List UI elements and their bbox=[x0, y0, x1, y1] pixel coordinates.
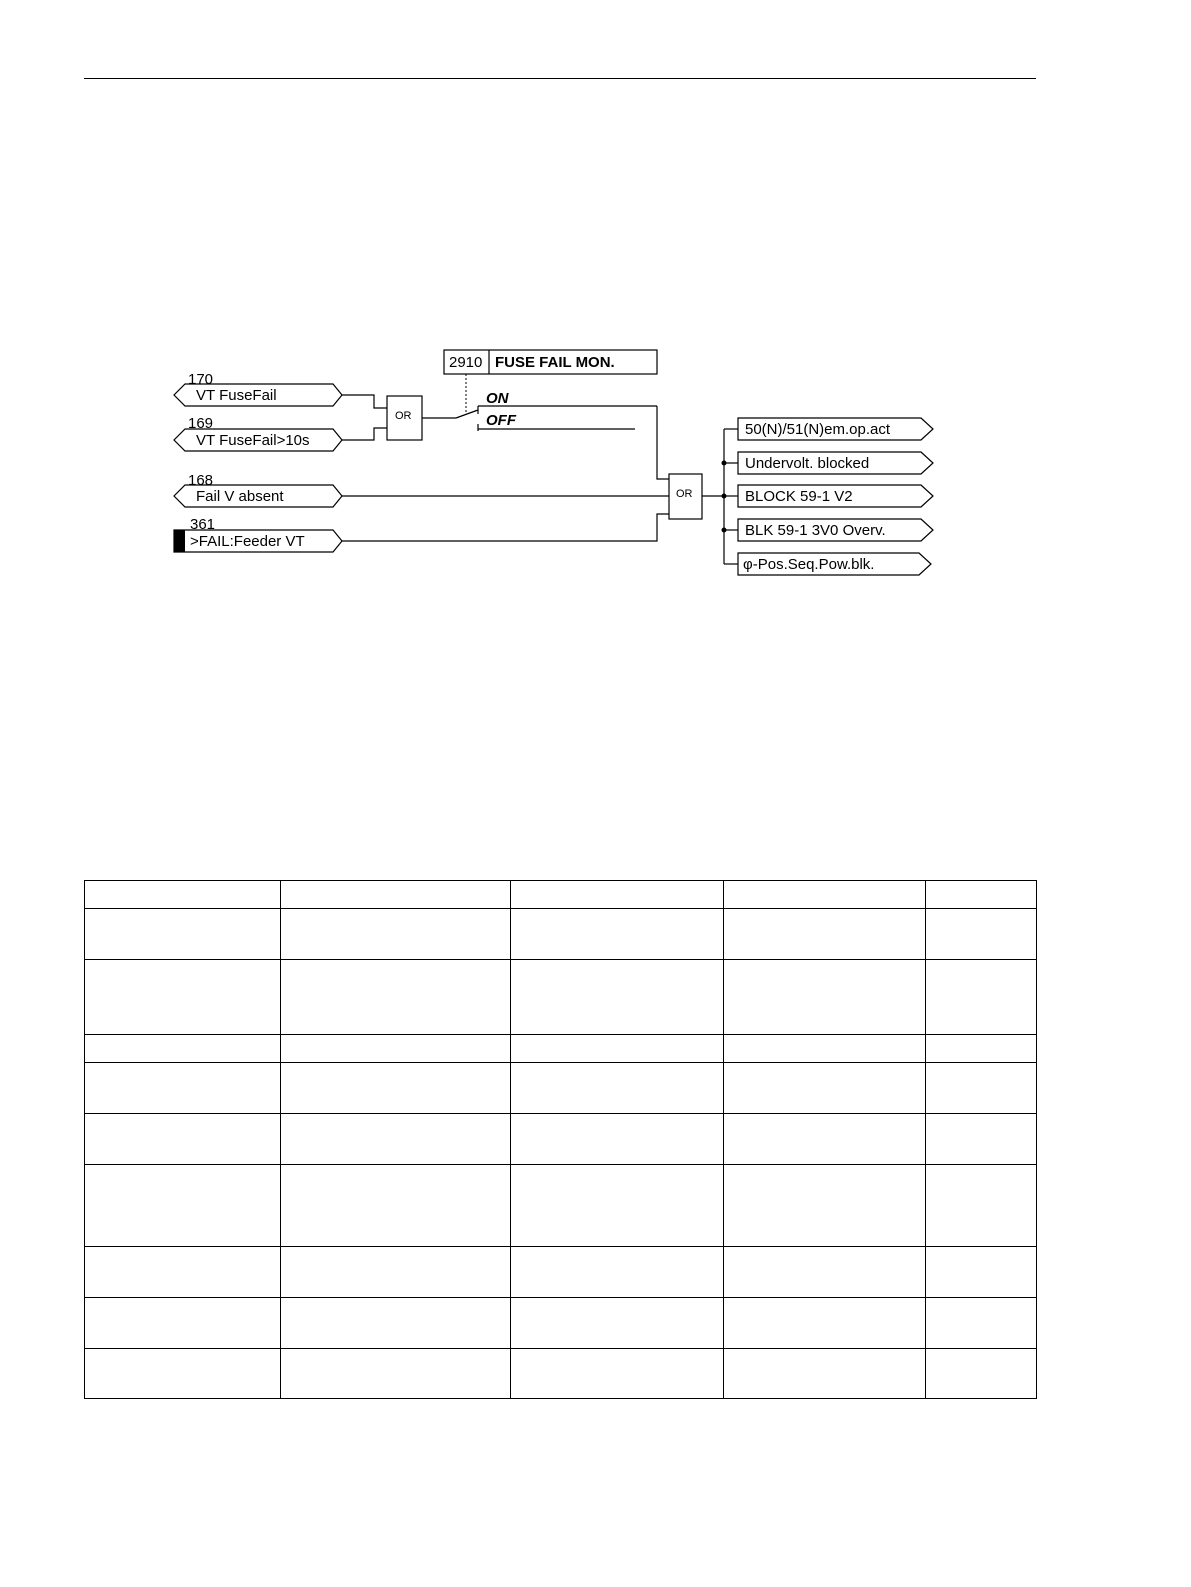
table-cell bbox=[926, 1114, 1037, 1165]
table-cell bbox=[511, 1063, 724, 1114]
table-cell bbox=[511, 1298, 724, 1349]
table-cell bbox=[926, 881, 1037, 909]
table-cell bbox=[511, 909, 724, 960]
input-number: 168 bbox=[188, 472, 214, 489]
junction-dot bbox=[722, 494, 727, 499]
output-label: BLK 59-1 3V0 Overv. bbox=[745, 522, 886, 539]
table-cell bbox=[281, 1247, 511, 1298]
output-label: 50(N)/51(N)em.op.act bbox=[745, 421, 891, 438]
table-cell bbox=[724, 960, 926, 1035]
table-cell bbox=[85, 1247, 281, 1298]
table-cell bbox=[511, 881, 724, 909]
table-cell bbox=[281, 1114, 511, 1165]
table-row bbox=[85, 1165, 1037, 1247]
table-cell bbox=[281, 1035, 511, 1063]
table-cell bbox=[511, 1165, 724, 1247]
table-cell bbox=[85, 960, 281, 1035]
junction-dot bbox=[722, 461, 727, 466]
switch-blade bbox=[456, 410, 478, 418]
table-row bbox=[85, 1063, 1037, 1114]
or-gate-2-label: OR bbox=[676, 488, 693, 500]
table-row bbox=[85, 1114, 1037, 1165]
fuse-failure-logic-diagram bbox=[0, 0, 1191, 620]
table-cell bbox=[724, 881, 926, 909]
table-cell bbox=[926, 909, 1037, 960]
table-cell bbox=[926, 1349, 1037, 1399]
table-cell bbox=[724, 1247, 926, 1298]
table-cell bbox=[85, 1114, 281, 1165]
table-cell bbox=[926, 960, 1037, 1035]
table-row bbox=[85, 1349, 1037, 1399]
table-cell bbox=[281, 1165, 511, 1247]
setting-address: 2910 bbox=[449, 354, 483, 371]
table-row bbox=[85, 881, 1037, 909]
table-cell bbox=[724, 1165, 926, 1247]
table-cell bbox=[511, 1035, 724, 1063]
table-row bbox=[85, 1247, 1037, 1298]
input-label: >FAIL:Feeder VT bbox=[190, 533, 305, 550]
table-cell bbox=[281, 960, 511, 1035]
output-label: Undervolt. blocked bbox=[745, 455, 870, 472]
table-cell bbox=[85, 1298, 281, 1349]
table-cell bbox=[724, 1114, 926, 1165]
table-row bbox=[85, 909, 1037, 960]
table-cell bbox=[511, 1114, 724, 1165]
table-cell bbox=[511, 1349, 724, 1399]
table-cell bbox=[85, 1063, 281, 1114]
table-cell bbox=[724, 1035, 926, 1063]
table-cell bbox=[511, 1247, 724, 1298]
input-number: 361 bbox=[190, 516, 216, 533]
setting-title: FUSE FAIL MON. bbox=[495, 354, 615, 371]
junction-dot bbox=[722, 528, 727, 533]
table-cell bbox=[281, 1298, 511, 1349]
or-gate-1-label: OR bbox=[395, 410, 412, 422]
table-cell bbox=[926, 1063, 1037, 1114]
table-cell bbox=[511, 960, 724, 1035]
table-cell bbox=[724, 1349, 926, 1399]
table-cell bbox=[281, 1349, 511, 1399]
table-cell bbox=[724, 1298, 926, 1349]
table-cell bbox=[281, 881, 511, 909]
table-cell bbox=[926, 1035, 1037, 1063]
input-number: 170 bbox=[188, 371, 214, 388]
table-cell bbox=[926, 1298, 1037, 1349]
input-label: VT FuseFail bbox=[196, 387, 277, 404]
input-label: Fail V absent bbox=[196, 488, 284, 505]
input-number: 169 bbox=[188, 415, 214, 432]
table-row bbox=[85, 1035, 1037, 1063]
switch-off-label: OFF bbox=[486, 412, 516, 429]
table-cell bbox=[85, 881, 281, 909]
table-cell bbox=[85, 909, 281, 960]
binary-input-marker bbox=[174, 530, 185, 552]
output-label: BLOCK 59-1 V2 bbox=[745, 488, 853, 505]
table-row bbox=[85, 1298, 1037, 1349]
table-cell bbox=[724, 1063, 926, 1114]
output-label: φ-Pos.Seq.Pow.blk. bbox=[743, 556, 875, 573]
table-cell bbox=[85, 1035, 281, 1063]
table-cell bbox=[724, 909, 926, 960]
table-row bbox=[85, 960, 1037, 1035]
settings-table bbox=[84, 880, 1037, 1399]
input-label: VT FuseFail>10s bbox=[196, 432, 310, 449]
table-cell bbox=[281, 909, 511, 960]
table-cell bbox=[281, 1063, 511, 1114]
table-cell bbox=[926, 1247, 1037, 1298]
table-cell bbox=[926, 1165, 1037, 1247]
table-cell bbox=[85, 1165, 281, 1247]
switch-on-label: ON bbox=[486, 390, 509, 407]
table-cell bbox=[85, 1349, 281, 1399]
